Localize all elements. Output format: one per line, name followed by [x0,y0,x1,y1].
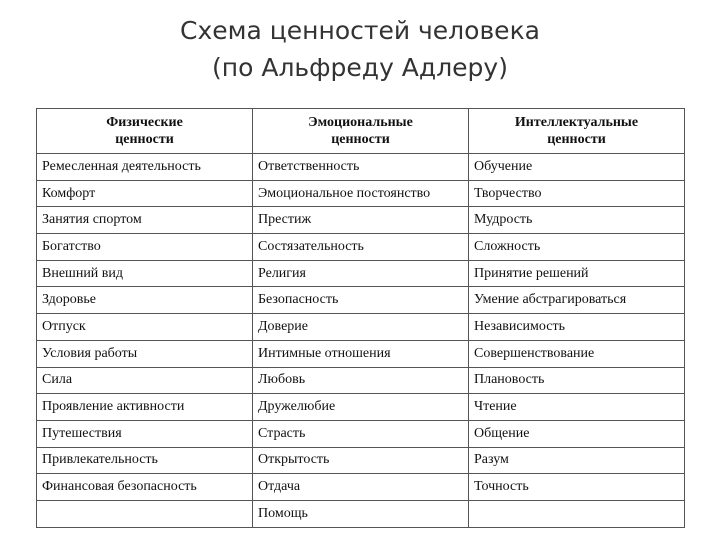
cell-intellectual: Сложность [469,234,685,261]
cell-intellectual: Чтение [469,394,685,421]
cell-physical: Внешний вид [37,260,253,287]
cell-emotional: Доверие [253,314,469,341]
header-intellectual-line-1: Интеллектуальные [514,115,639,130]
cell-physical: Ремесленная деятельность [37,154,253,181]
cell-physical: Отпуск [37,314,253,341]
table-header [37,109,685,154]
table-row [37,260,685,287]
cell-physical: Здоровье [37,287,253,314]
cell-physical: Занятия спортом [37,207,253,234]
cell-emotional: Помощь [253,500,469,527]
header-intellectual [469,109,685,154]
table-row [37,447,685,474]
cell-intellectual: Разум [469,447,685,474]
header-row [37,109,685,154]
title-line-2: (по Альфреду Адлеру) [212,53,508,82]
header-emotional-line-1: Эмоциональные [308,115,413,130]
table-row [37,154,685,181]
cell-emotional: Престиж [253,207,469,234]
page-title [0,12,720,86]
table-body [37,154,685,528]
table-row [37,207,685,234]
cell-physical: Привлекательность [37,447,253,474]
cell-emotional: Состязательность [253,234,469,261]
cell-physical: Условия работы [37,340,253,367]
cell-intellectual [469,500,685,527]
table-row [37,234,685,261]
cell-intellectual: Совершенствование [469,340,685,367]
cell-emotional: Открытость [253,447,469,474]
table-row [37,474,685,501]
cell-intellectual: Независимость [469,314,685,341]
cell-emotional: Безопасность [253,287,469,314]
cell-emotional: Любовь [253,367,469,394]
header-physical [37,109,253,154]
values-table [36,108,685,528]
cell-intellectual: Мудрость [469,207,685,234]
cell-intellectual: Принятие решений [469,260,685,287]
header-emotional-line-2: ценности [331,132,390,147]
cell-intellectual: Плановость [469,367,685,394]
cell-emotional: Дружелюбие [253,394,469,421]
title-line-1: Схема ценностей человека [180,16,540,45]
cell-intellectual: Обучение [469,154,685,181]
cell-intellectual: Умение абстрагироваться [469,287,685,314]
cell-physical [37,500,253,527]
cell-intellectual: Творчество [469,180,685,207]
table-row [37,180,685,207]
cell-physical: Богатство [37,234,253,261]
header-physical-line-2: ценности [115,132,174,147]
cell-physical: Проявление активности [37,394,253,421]
cell-physical: Путешествия [37,420,253,447]
header-intellectual-line-2: ценности [547,132,606,147]
cell-emotional: Интимные отношения [253,340,469,367]
cell-emotional: Религия [253,260,469,287]
table-row [37,500,685,527]
cell-emotional: Страсть [253,420,469,447]
header-emotional [253,109,469,154]
cell-physical: Комфорт [37,180,253,207]
cell-emotional: Ответственность [253,154,469,181]
cell-intellectual: Точность [469,474,685,501]
cell-intellectual: Общение [469,420,685,447]
table-row [37,367,685,394]
table-row [37,314,685,341]
table-row [37,394,685,421]
cell-physical: Финансовая безопасность [37,474,253,501]
cell-emotional: Эмоциональное постоянство [253,180,469,207]
table-row [37,340,685,367]
header-physical-line-1: Физические [106,115,183,130]
table-row [37,287,685,314]
cell-physical: Сила [37,367,253,394]
table-row [37,420,685,447]
cell-emotional: Отдача [253,474,469,501]
